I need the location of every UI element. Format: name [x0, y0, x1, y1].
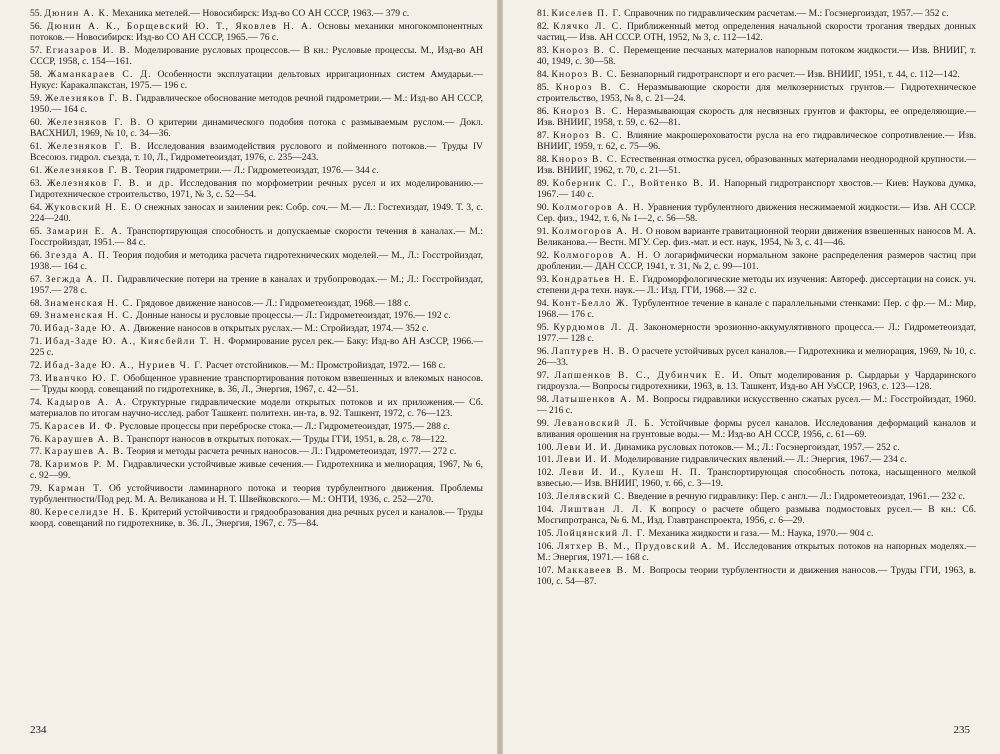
reference-title: Справочник по гидравлическим расчетам.— М.: Госэнергоиздат, 1957.— 352 с.: [624, 8, 949, 19]
reference-title: Об устойчивости ламинарного потока и теория турбулентного движения. Проблемы турбулентности/Под ред. М. А. Великанова и Н. Т. Швейковского.— М.: ОНТИ, 1936, с. 252—270.: [30, 483, 484, 506]
reference-number: 100.: [537, 441, 554, 453]
reference-entry: [537, 418, 976, 440]
reference-number: 81.: [537, 8, 549, 19]
reference-list-right: [537, 8, 976, 587]
reference-author: Железняков Г. В.: [47, 116, 142, 128]
reference-author: Жуковский Н. Е.: [44, 201, 132, 213]
reference-author: Лелявский С.: [556, 491, 626, 503]
reference-author: Маккавеев В. М.: [557, 564, 646, 576]
reference-number: 103.: [537, 491, 554, 503]
reference-number: 107.: [537, 564, 554, 576]
reference-number: 101.: [537, 454, 554, 466]
reference-author: Леви И. И., Кулеш Н. П.: [559, 467, 702, 479]
reference-entry: [30, 165, 483, 176]
reference-title: Приближенный метод определения начальной скорости трогания твердых донных частиц.— Изв. АН СССР. ОТН, 1952, № 3, с. 112—142.: [537, 20, 976, 43]
reference-number: 94.: [537, 297, 549, 309]
reference-title: Обобщенное уравнение транспортирования потоком взвешенных и влекомых наносов.— Труды коорд. совещаний по гидротехнике, в. 36, Л., Энергия, 1967, с. 42—51.: [30, 372, 483, 395]
reference-number: 55.: [30, 8, 42, 19]
reference-title: Исследования по морфометрии речных русел и их моделированию.— Гидротехническое строительство, 1971, № 3, с. 52—54.: [30, 177, 483, 200]
reference-title: Напорный гидротранспорт хвостов.— Киев: Наукова думка, 1967.— 140 с.: [537, 177, 976, 200]
reference-number: 68.: [30, 297, 42, 309]
page-number-right: 235: [953, 724, 970, 736]
reference-number: 95.: [537, 321, 549, 333]
reference-author: Замарин Е. А.: [46, 225, 123, 237]
reference-number: 56.: [30, 20, 42, 32]
reference-author: Лятхер В. М., Прудовский А. М.: [557, 540, 731, 552]
reference-title: Критерий устойчивости и грядообразования дна речных русел и каналов.— Труды коорд. совещаний по гидротехнике, в. 36. Л., Энергия, 1967, с. 75—84.: [30, 507, 483, 530]
reference-number: 93.: [537, 273, 549, 285]
reference-title: Теория гидрометрии.— Л.: Гидрометеоиздат, 1976.— 344 с.: [134, 164, 379, 176]
reference-title: Основы механики многокомпонентных потоков.— Новосибирск: Изд-во СО АН СССР, 1965.— 76 с.: [30, 20, 483, 43]
reference-author: Лапшенков В. С., Дубинчик Е. И.: [554, 369, 744, 381]
reference-title: Вопросы теории турбулентности и движения наносов.— Труды ГГИ, 1963, в. 100, с. 54—87.: [537, 564, 976, 587]
reference-author: Леви И. И.: [556, 454, 613, 466]
reference-title: Динамика русловых потоков.— М.; Л.: Госэнергоиздат, 1957.— 252 с.: [614, 441, 900, 453]
reference-title: Движение наносов в открытых руслах.— М.: Стройиздат, 1974.— 352 с.: [133, 323, 429, 335]
reference-title: Опыт моделирования р. Сырдарьи у Чардаринского гидроузла.— Вопросы гидротехники, 1963, в. 13. Ташкент, Изд-во АН УзССР, 1963, с. 123—128.: [537, 369, 977, 392]
reference-author: Колмогоров А. Н.: [551, 201, 645, 213]
reference-number: 73.: [30, 372, 42, 384]
reference-author: Ибад-Заде Ю. А., Киясбейли Т. Н.: [44, 335, 226, 347]
reference-entry: [537, 467, 976, 489]
reference-entry: [30, 178, 483, 200]
reference-title: О снежных заносах и заилении рек: Собр. соч.— М.— Л.: Гостехиздат, 1949. Т. 3, с. 224—240.: [30, 201, 483, 224]
reference-entry: [537, 226, 976, 248]
reference-number: 77.: [30, 446, 42, 458]
reference-number: 67.: [30, 273, 42, 285]
reference-number: 75.: [30, 420, 42, 432]
reference-number: 104.: [537, 503, 554, 515]
reference-entry: [30, 373, 483, 395]
reference-number: 61.: [30, 164, 42, 176]
reference-entry: [537, 106, 976, 128]
reference-title: Формирование русел рек.— Баку: Изд-во АН АзССР, 1966.— 225 с.: [30, 335, 483, 359]
reference-author: Кнороз В. С.: [553, 129, 623, 141]
reference-number: 69.: [30, 310, 42, 322]
right-page: [503, 0, 1000, 754]
reference-number: 64.: [30, 201, 42, 213]
reference-entry: [30, 483, 483, 505]
reference-author: Кнороз В. С.: [551, 153, 619, 165]
reference-author: Конт-Белло Ж.: [552, 297, 630, 309]
reference-entry: [30, 360, 483, 371]
reference-entry: [537, 45, 976, 67]
reference-author: Леви И. И.: [556, 441, 613, 453]
reference-author: Левановский Л. Б.: [554, 417, 655, 429]
reference-title: Гидравлическое обоснование методов речной гидрометрии.— М.: Изд-во АН СССР, 1950.— 164 с.: [30, 92, 483, 115]
reference-title: Гидроморфологические методы их изучения: Автореф. диссертации на соиск. уч. степени д-ра техн. наук.— Л.: Изд. ГГИ, 1968.— 32 с.: [537, 273, 976, 296]
reference-number: 85.: [537, 81, 549, 93]
reference-number: 92.: [537, 249, 549, 261]
reference-number: 88.: [537, 153, 549, 165]
reference-number: 106.: [537, 540, 554, 552]
reference-author: Знаменская Н. С.: [44, 310, 134, 322]
reference-title: Исследования взаимодействия руслового и пойменного потоков.— Труды IV Всесоюз. гидрол. съезда, т. 10, Л., Гидрометеоиздат, 1976, с. 235—243.: [30, 140, 483, 163]
reference-entry: [30, 459, 483, 481]
reference-number: 76.: [30, 433, 42, 445]
reference-author: Кнороз В. С.: [555, 81, 631, 93]
reference-author: Лойцянский Л. Г.: [556, 527, 647, 539]
reference-entry: [537, 541, 976, 563]
reference-number: 83.: [537, 44, 549, 56]
reference-title: Структурные гидравлические модели открытых потоков и их приложения.— Сб. материалов по итогам научно-исслед. работ Ташкент. политехн. ин-та, в. 92. Ташкент, 1972, с. 76—123.: [30, 396, 483, 419]
reference-author: Кнороз В. С.: [553, 105, 623, 117]
reference-entry: [30, 323, 483, 334]
reference-title: Вопросы гидравлики искусственно сжатых русел.— М.: Госстройиздат, 1960.— 216 с.: [537, 393, 977, 416]
reference-author: Карасев И. Ф.: [44, 420, 117, 432]
reference-number: 98.: [537, 393, 549, 405]
reference-title: Транспортирующая способность и допускаемые скорости течения в каналах.— М.: Госстройиздат, 1951.— 84 с.: [30, 225, 483, 248]
reference-number: 57.: [30, 44, 42, 56]
reference-number: 58.: [30, 68, 42, 80]
reference-title: Моделирование гидравлических явлений.— Л.: Энергия, 1967.— 234 с.: [614, 454, 907, 466]
reference-entry: [30, 397, 483, 419]
reference-entry: [537, 491, 976, 502]
reference-author: Караушев А. В.: [44, 433, 125, 445]
reference-author: Иванчко Ю. Г.: [45, 372, 121, 384]
reference-author: Курдюмов Л. Д.: [553, 321, 640, 333]
reference-number: 84.: [537, 68, 549, 80]
reference-title: Русловые процессы при переброске стока.— Л.: Гидрометеоиздат, 1975.— 288 с.: [119, 420, 450, 432]
reference-title: Транспорт наносов в открытых потоках.— Труды ГГИ, 1951, в. 28, с. 78—122.: [126, 433, 448, 445]
reference-entry: [30, 93, 483, 115]
reference-entry: [30, 226, 483, 248]
reference-author: Клячко Л. С.: [553, 20, 623, 32]
reference-title: Неразмывающие скорости для мелкозернистых грунтов.— Гидротехническое строительство, 1953, № 8, с. 21—24.: [537, 81, 976, 104]
reference-author: Железняков Г. В. и др.: [46, 177, 175, 189]
reference-number: 66.: [30, 249, 42, 261]
reference-number: 78.: [30, 459, 42, 471]
reference-entry: [537, 346, 976, 368]
reference-author: Кадыров А. А.: [46, 396, 127, 408]
reference-author: Кереселидзе Н. Б.: [44, 507, 139, 519]
reference-title: Моделирование русловых процессов.— В кн.: Русловые процессы. М., Изд-во АН СССР, 1958, с. 154—161.: [30, 44, 483, 67]
reference-number: 70.: [30, 323, 42, 335]
reference-number: 96.: [537, 345, 549, 357]
reference-title: Транспортирующая способность потока, насыщенного мелкой взвесью.— Изв. ВНИИГ, 1960, т. 66, с. 3—19.: [537, 467, 976, 490]
reference-title: Расчет отстойников.— М.: Промстройиздат, 1972.— 168 с.: [205, 359, 446, 371]
reference-entry: [30, 45, 483, 67]
reference-author: Дюнин А. К.: [44, 8, 110, 19]
reference-entry: [537, 454, 976, 465]
reference-author: Караушев А. В.: [44, 446, 125, 458]
reference-author: Дюнин А. К., Борщевский Ю. Т., Яковлев Н. А.: [46, 20, 313, 32]
reference-entry: [537, 82, 976, 104]
reference-title: Особенности эксплуатации дельтовых ирригационных систем Амударьи.— Нукус: Каракалпакстан, 1975.— 196 с.: [30, 68, 483, 91]
reference-entry: [30, 434, 483, 445]
reference-entry: [537, 8, 976, 19]
reference-number: 71.: [30, 335, 42, 347]
reference-number: 91.: [537, 225, 549, 237]
reference-title: Естественная отмостка русел, образованных материалами неоднородной крупности.— Изв. ВНИИГ, 1962, т. 70, с. 21—51.: [537, 153, 976, 176]
reference-entry: [30, 202, 483, 224]
reference-title: О новом варианте гравитационной теории движения взвешенных наносов М. А. Великанова.— Вестн. МГУ. Сер. физ.-мат. и ест. наук, 1954, № 3, с. 41—46.: [537, 225, 976, 248]
reference-author: Железняков Г. В.: [44, 164, 133, 176]
reference-entry: [30, 250, 483, 272]
reference-title: Турбулентное течение в канале с параллельными стенками: Пер. с фр.— М.: Мир, 1968.— 176 с.: [537, 297, 976, 320]
reference-list-left: [30, 8, 483, 530]
reference-entry: [30, 21, 483, 43]
reference-entry: [537, 178, 976, 200]
reference-entry: [537, 442, 976, 453]
reference-entry: [30, 117, 483, 139]
reference-number: 105.: [537, 527, 554, 539]
reference-title: Неразмывающая скорость для несвязных грунтов и факторы, ее определяющие.— Изв. ВНИИГ, 1958, т. 59, с. 62—81.: [537, 105, 977, 128]
reference-author: Колмогоров А. Н.: [553, 249, 649, 261]
reference-entry: [537, 202, 976, 224]
reference-number: 86.: [537, 105, 549, 117]
reference-author: Згезда А. П.: [45, 249, 110, 261]
reference-author: Егиазаров И. В.: [45, 44, 131, 56]
reference-number: 97.: [537, 369, 549, 381]
reference-entry: [537, 504, 976, 526]
reference-entry: [537, 69, 976, 80]
reference-entry: [537, 250, 976, 272]
reference-title: Донные наносы и русловые процессы.— Л.: Гидрометеоиздат, 1976.— 192 с.: [136, 310, 451, 322]
reference-author: Каримов Р. М.: [45, 459, 120, 471]
reference-title: Введение в речную гидравлику: Пер. с англ.— Л.: Гидрометеоиздат, 1961.— 232 с.: [627, 491, 966, 503]
reference-title: Уравнения турбулентного движения несжимаемой жидкости.— Изв. АН СССР. Сер. физ., 1942, т. 6, № 1—2, с. 56—58.: [537, 201, 976, 224]
reference-number: 60.: [30, 116, 42, 128]
reference-entry: [537, 154, 976, 176]
reference-number: 61.: [30, 140, 42, 152]
reference-author: Коберник С. Г., Войтенко В. И.: [552, 177, 721, 189]
reference-title: Исследования открытых потоков на напорных моделях.— М.: Энергия, 1971.— 168 с.: [537, 540, 977, 563]
reference-entry: [30, 298, 483, 309]
reference-author: Карман Т.: [48, 483, 103, 495]
reference-number: 74.: [30, 396, 42, 408]
reference-author: Ибад-Заде Ю. А.: [44, 323, 132, 335]
reference-author: Колмогоров А. Н.: [551, 225, 644, 237]
reference-entry: [537, 274, 976, 296]
reference-author: Жаманкараев С. Д.: [47, 68, 152, 80]
reference-entry: [30, 8, 483, 19]
reference-number: 102.: [537, 467, 554, 479]
reference-title: К вопросу о расчете общего размыва подмостовых русел.— В кн.: Сб. Мосгипротранса, № 6. М., Изд. Главтранспроекта, 1956, с. 6—29.: [537, 503, 976, 527]
reference-author: Кнороз В. С.: [551, 68, 618, 80]
reference-entry: [537, 565, 976, 587]
reference-number: 59.: [30, 92, 42, 104]
reference-entry: [537, 528, 976, 539]
reference-author: Киселев П. Г.: [551, 8, 622, 19]
reference-entry: [30, 446, 483, 457]
reference-title: Влияние макрошероховатости русла на его гидравлическое сопротивление.— Изв. ВНИИГ, 1959, т. 62, с. 75—96.: [537, 129, 976, 152]
reference-author: Лаптурев Н. В.: [551, 345, 630, 357]
reference-entry: [30, 274, 483, 296]
reference-title: Теория подобия и методика расчета гидротехнических моделей.— М., Л.: Госстройиздат, 1938.— 164 с.: [30, 249, 483, 272]
reference-entry: [537, 21, 976, 43]
reference-number: 65.: [30, 225, 42, 237]
reference-number: 87.: [537, 129, 549, 141]
reference-author: Ибад-Заде Ю. А., Нуриев Ч. Г.: [44, 359, 204, 371]
reference-entry: [537, 394, 976, 416]
reference-author: Латышенков А. М.: [552, 393, 650, 405]
reference-entry: [30, 310, 483, 321]
reference-entry: [30, 421, 483, 432]
reference-title: Теория и методы расчета речных наносов.— Л.: Гидрометеоиздат, 1977.— 272 с.: [126, 446, 457, 458]
reference-author: Кондратьев Н. Е.: [551, 273, 641, 285]
reference-author: Железняков Г. В.: [47, 140, 142, 152]
reference-number: 89.: [537, 177, 549, 189]
reference-number: 99.: [537, 417, 549, 429]
page-number-left: 234: [30, 724, 47, 736]
reference-entry: [537, 370, 976, 392]
reference-entry: [537, 298, 976, 320]
reference-author: Кнороз В. С.: [552, 44, 621, 56]
reference-title: О расчете устойчивых русел каналов.— Гидротехника и мелиорация, 1969, № 10, с. 26—33.: [537, 345, 976, 368]
reference-title: Безнапорный гидротранспорт и его расчет.— Изв. ВНИИГ, 1951, т. 44, с. 112—142.: [620, 68, 960, 80]
reference-title: Механика жидкости и газа.— М.: Наука, 1970.— 904 с.: [648, 527, 874, 539]
reference-entry: [30, 507, 483, 529]
reference-author: Железняков Г. В.: [44, 92, 134, 104]
reference-entry: [30, 141, 483, 163]
reference-author: Знаменская Н. С.: [44, 297, 134, 309]
reference-number: 90.: [537, 201, 549, 213]
reference-number: 80.: [30, 507, 42, 519]
reference-author: Лиштван Л. Л.: [560, 503, 644, 515]
reference-entry: [30, 69, 483, 91]
reference-author: Зегжда А. П.: [45, 273, 114, 285]
reference-number: 82.: [537, 20, 549, 32]
reference-entry: [30, 336, 483, 358]
reference-entry: [537, 130, 976, 152]
reference-entry: [537, 322, 976, 344]
reference-title: Закономерности эрозионно-аккумулятивного процесса.— Л.: Гидрометеоиздат, 1977.— 128 с.: [537, 321, 976, 344]
reference-number: 79.: [30, 483, 42, 495]
reference-number: 63.: [30, 177, 42, 189]
reference-number: 72.: [30, 359, 42, 371]
left-page: [0, 0, 497, 754]
reference-title: О критерии динамического подобия потока с размываемым руслом.— Докл. ВАСХНИЛ, 1969, № 10, с. 34—36.: [30, 116, 483, 139]
reference-title: Гидравлически устойчивые живые сечения.— Гидротехника и мелиорация, 1967, № 6, с. 92—99.: [30, 459, 484, 482]
reference-title: Грядовое движение наносов.— Л.: Гидрометеоиздат, 1968.— 188 с.: [136, 297, 411, 309]
reference-title: Механика метелей.— Новосибирск: Изд-во СО АН СССР, 1963.— 379 с.: [112, 8, 410, 19]
reference-title: О логарифмически нормальном законе распределения размеров частиц при дроблении.— ДАН СССР, 1941, т. 31, № 2, с. 99—101.: [537, 249, 976, 272]
reference-title: Перемещение песчаных материалов напорным потоком жидкости.— Изв. ВНИИГ, т. 40, 1949, с. 30—58.: [537, 44, 976, 67]
reference-title: Устойчивые формы русел каналов. Исследования деформаций каналов и вливания орошения на грунтовые воды.— М.: Изд-во АН СССР, 1956, с. 61—69.: [537, 417, 977, 440]
reference-title: Гидравлические потери на трение в каналах и трубопроводах.— М.; Л.: Госстройиздат, 1957.— 278 с.: [30, 273, 483, 296]
